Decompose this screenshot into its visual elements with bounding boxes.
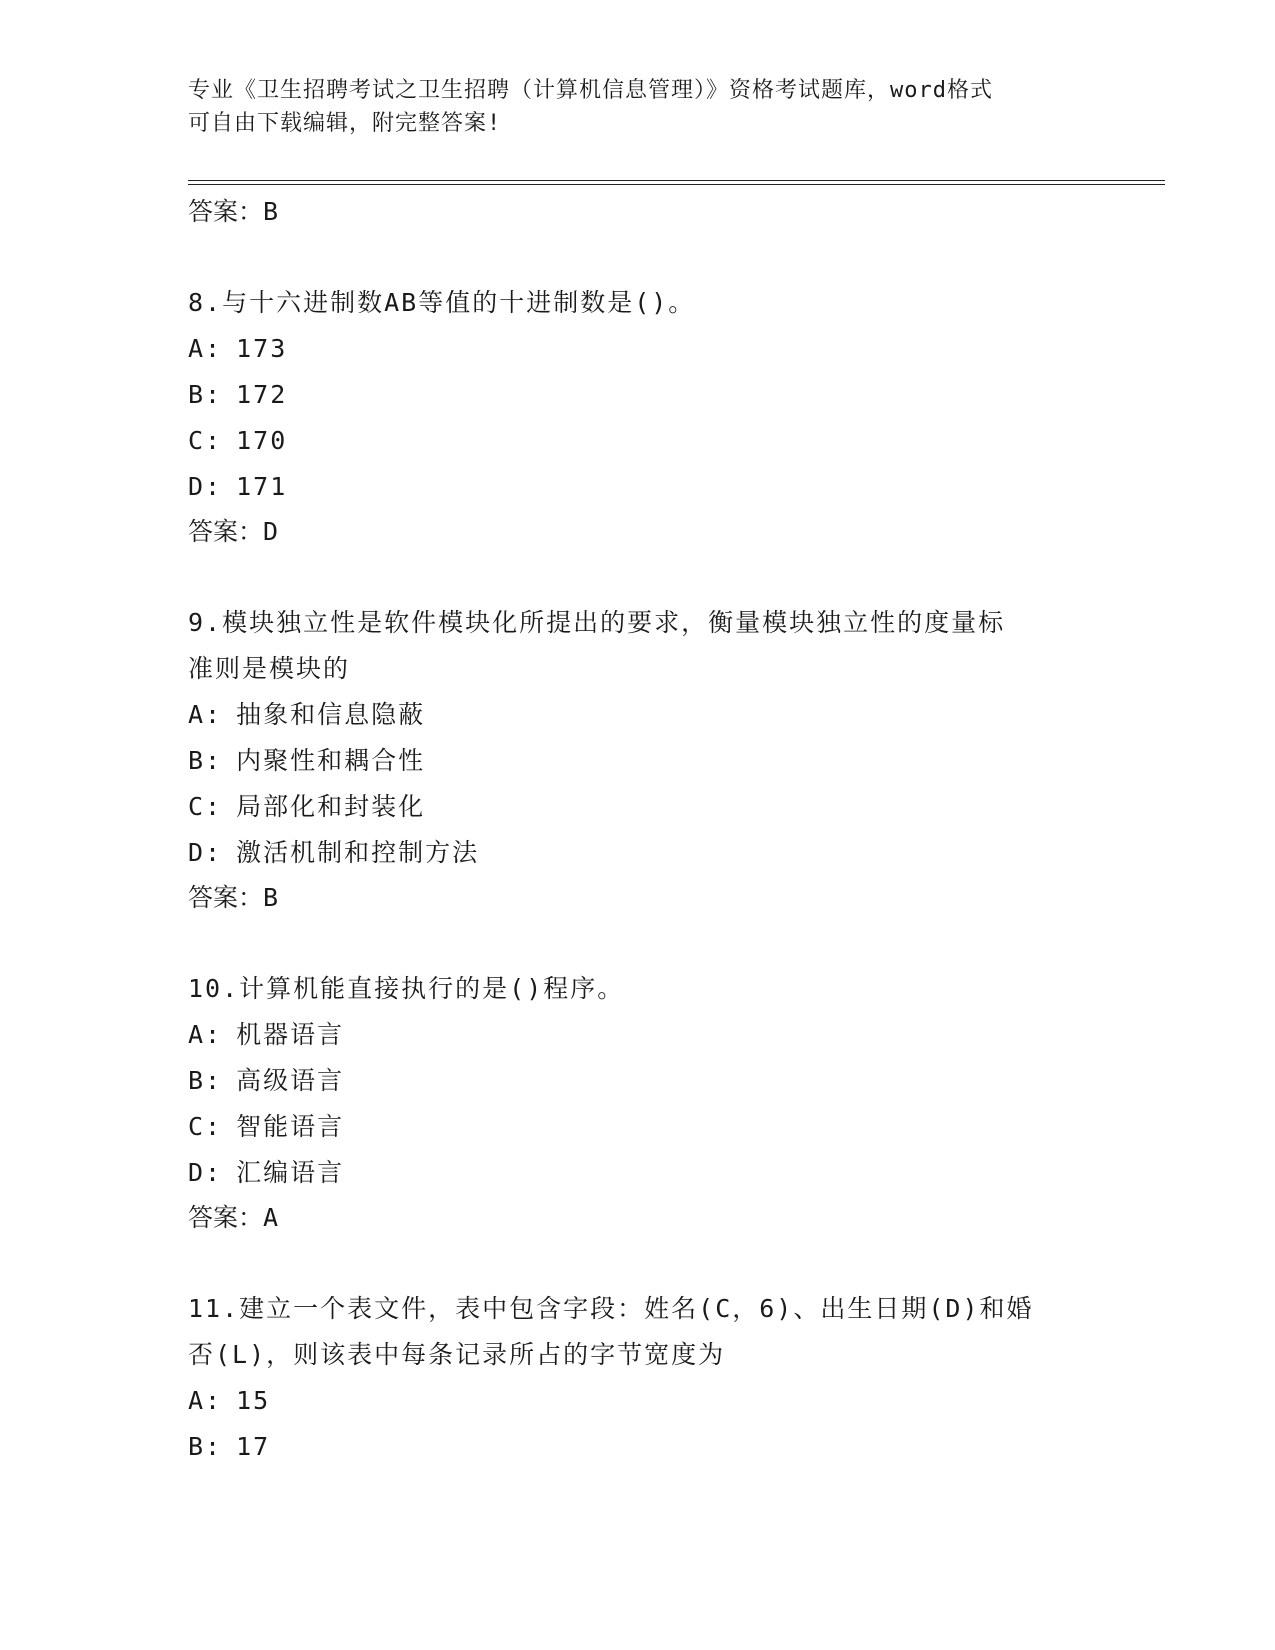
option-c — [188, 784, 1088, 830]
question-line: 否(L)，则该表中每条记录所占的字节宽度为 — [188, 1340, 726, 1369]
answer-line: 答案：B — [188, 197, 279, 226]
option-d — [188, 1150, 1088, 1196]
answer-line: 答案：D — [188, 517, 279, 546]
header-divider-bottom — [188, 184, 1165, 185]
question-10 — [188, 966, 1088, 1240]
question-8 — [188, 280, 1088, 554]
option-letter: C: — [188, 792, 223, 821]
option-b — [188, 1058, 1088, 1104]
option-a — [188, 326, 1088, 372]
option-text: 汇编语言 — [236, 1158, 345, 1187]
option-a — [188, 1378, 1088, 1424]
question-text — [188, 1286, 1068, 1378]
option-text: 机器语言 — [236, 1020, 345, 1049]
option-letter: A: — [188, 334, 223, 363]
document-header — [188, 74, 1068, 140]
option-text: 高级语言 — [236, 1066, 345, 1095]
option-letter: D: — [188, 838, 223, 867]
option-letter: B: — [188, 746, 223, 775]
option-d — [188, 464, 1088, 510]
option-letter: D: — [188, 1158, 223, 1187]
question-line: 11.建立一个表文件，表中包含字段：姓名(C，6)、出生日期(D)和婚 — [188, 1294, 1034, 1323]
option-text: 激活机制和控制方法 — [236, 838, 480, 867]
option-text: 内聚性和耦合性 — [236, 746, 426, 775]
option-text: 173 — [236, 334, 288, 363]
option-a — [188, 692, 1088, 738]
question-line: 8.与十六进制数AB等值的十进制数是()。 — [188, 288, 696, 317]
header-line-2: 可自由下载编辑，附完整答案! — [188, 111, 502, 136]
header-divider-top — [188, 180, 1165, 181]
question-text — [188, 600, 1068, 692]
option-letter: B: — [188, 380, 223, 409]
option-c — [188, 1104, 1088, 1150]
answer-line: 答案：B — [188, 883, 279, 912]
option-c — [188, 418, 1088, 464]
question-text — [188, 280, 1068, 326]
option-letter: D: — [188, 472, 223, 501]
option-letter: B: — [188, 1432, 223, 1461]
question-list — [188, 190, 1088, 1470]
option-letter: C: — [188, 1112, 223, 1141]
question-line: 10.计算机能直接执行的是()程序。 — [188, 974, 625, 1003]
option-text: 172 — [236, 380, 288, 409]
option-text: 智能语言 — [236, 1112, 345, 1141]
option-b — [188, 372, 1088, 418]
option-text: 171 — [236, 472, 288, 501]
option-text: 局部化和封装化 — [236, 792, 426, 821]
header-line-1: 专业《卫生招聘考试之卫生招聘（计算机信息管理）》资格考试题库，word格式 — [188, 78, 993, 103]
option-letter: B: — [188, 1066, 223, 1095]
option-a — [188, 1012, 1088, 1058]
question-line: 9.模块独立性是软件模块化所提出的要求，衡量模块独立性的度量标 — [188, 608, 1006, 637]
question-11 — [188, 1286, 1088, 1470]
option-letter: C: — [188, 426, 223, 455]
option-letter: A: — [188, 1386, 223, 1415]
option-b — [188, 738, 1088, 784]
option-text: 15 — [236, 1386, 271, 1415]
option-d — [188, 830, 1088, 876]
option-text: 17 — [236, 1432, 271, 1461]
option-text: 170 — [236, 426, 288, 455]
option-letter: A: — [188, 700, 223, 729]
question-line: 准则是模块的 — [188, 654, 351, 683]
question-9 — [188, 600, 1088, 920]
question-text — [188, 966, 1068, 1012]
option-b — [188, 1424, 1088, 1470]
option-letter: A: — [188, 1020, 223, 1049]
option-text: 抽象和信息隐蔽 — [236, 700, 426, 729]
answer-line: 答案：A — [188, 1203, 279, 1232]
